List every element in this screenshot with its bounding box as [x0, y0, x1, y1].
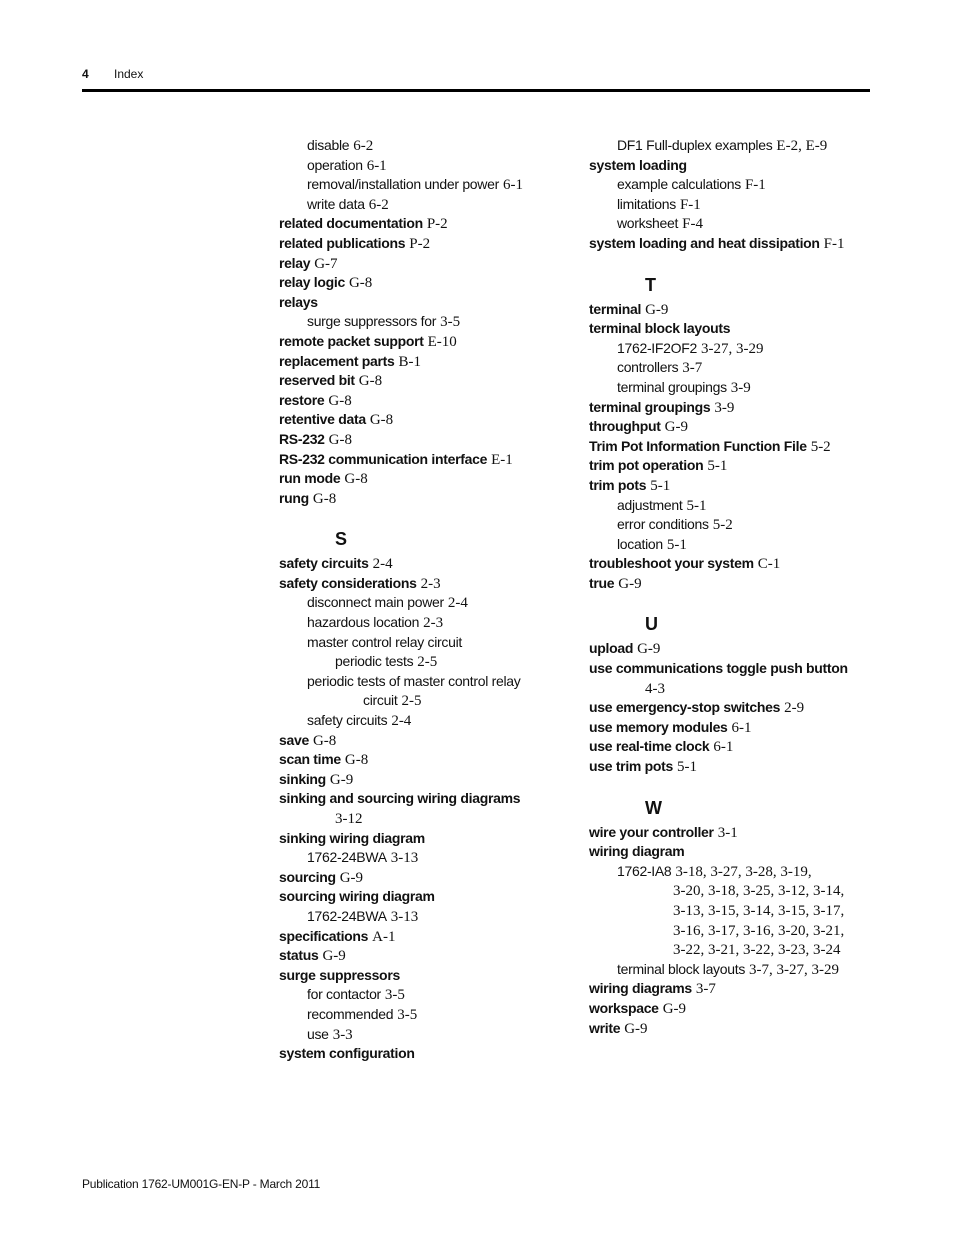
index-term: surge suppressors: [279, 966, 400, 983]
index-subentry: [589, 901, 879, 921]
index-term: error conditions: [617, 516, 709, 533]
index-entry: [589, 999, 879, 1019]
index-term: recommended: [307, 1005, 394, 1022]
index-term: adjustment: [617, 496, 683, 513]
page-reference[interactable]: G-8: [369, 412, 394, 429]
index-entry: [279, 254, 569, 274]
page-reference[interactable]: G-8: [312, 490, 337, 507]
index-term: safety circuits: [307, 712, 388, 729]
index-term: specifications: [279, 927, 369, 944]
page-reference[interactable]: 3-5: [440, 314, 461, 331]
index-term: location: [617, 535, 663, 552]
index-subentry: [279, 633, 569, 653]
index-term: use trim pots: [589, 758, 674, 775]
index-term: use memory modules: [589, 718, 728, 735]
index-entry: [589, 300, 879, 320]
index-term: wiring diagram: [589, 843, 685, 860]
index-term: troubleshoot your system: [589, 555, 754, 572]
page-reference[interactable]: 6-1: [366, 157, 387, 174]
index-subentry: [279, 175, 569, 195]
page-reference[interactable]: G-9: [645, 301, 669, 318]
index-entry: [589, 718, 879, 738]
index-term: 1762-IA8: [617, 862, 672, 879]
index-term: retentive data: [279, 411, 366, 428]
page-reference[interactable]: 6-2: [353, 138, 374, 154]
index-subentry: [589, 940, 879, 960]
index-entry: [279, 273, 569, 293]
index-term: use communications toggle push button: [589, 660, 848, 677]
index-entry: [279, 966, 569, 986]
page-reference[interactable]: 2-9: [784, 700, 805, 717]
index-subentry: [589, 378, 879, 398]
index-subentry: [589, 195, 879, 215]
page-reference[interactable]: 3-5: [384, 987, 405, 1004]
index-subentry: [589, 881, 879, 901]
index-term: true: [589, 574, 615, 591]
index-column-left: [279, 136, 569, 1064]
index-term: relay: [279, 254, 311, 271]
index-entry: [589, 823, 879, 843]
index-subentry: [589, 921, 879, 941]
index-term: periodic tests: [335, 653, 414, 670]
index-entry: [279, 554, 569, 574]
index-term: 1762-24BWA: [307, 849, 387, 866]
index-subentry: [279, 652, 569, 672]
page-reference[interactable]: 2-4: [372, 556, 393, 573]
page-reference[interactable]: E-10: [427, 333, 457, 350]
index-term: disable: [307, 137, 350, 153]
index-entry: [279, 750, 569, 770]
page-reference[interactable]: 3-13: [390, 908, 419, 925]
index-entry: [279, 574, 569, 594]
index-term: RS-232: [279, 430, 325, 447]
index-term: terminal groupings: [617, 378, 727, 395]
page-reference[interactable]: 3-13, 3-15, 3-14, 3-15, 3-17,: [673, 903, 845, 919]
index-entry: [589, 156, 879, 176]
index-term: system configuration: [279, 1045, 415, 1062]
index-term: rung: [279, 489, 309, 506]
index-term: hazardous location: [307, 614, 420, 631]
page-reference[interactable]: G-8: [358, 373, 383, 390]
index-entry: [279, 731, 569, 751]
index-term: disconnect main power: [307, 594, 444, 611]
index-subentry: [279, 809, 569, 829]
index-term: relays: [279, 293, 318, 310]
index-term: terminal: [589, 300, 642, 317]
page-reference[interactable]: 3-12: [335, 811, 363, 827]
page-reference[interactable]: 5-2: [810, 438, 831, 455]
page-reference[interactable]: C-1: [757, 556, 781, 573]
index-term: scan time: [279, 751, 341, 768]
index-entry: [279, 332, 569, 352]
index-subentry: [279, 593, 569, 613]
page-reference[interactable]: G-8: [328, 392, 352, 409]
page-reference[interactable]: F-4: [682, 216, 703, 233]
index-term: replacement parts: [279, 352, 395, 369]
index-subentry: [279, 613, 569, 633]
page-reference[interactable]: 3-7: [695, 981, 716, 998]
index-entry: [589, 554, 879, 574]
index-section-letter: S: [335, 529, 348, 550]
index-term: reserved bit: [279, 372, 355, 389]
index-term: limitations: [617, 195, 676, 212]
index-entry: [279, 1044, 569, 1064]
index-subentry: [589, 515, 879, 535]
index-entry: [279, 469, 569, 489]
index-section-letter: T: [645, 274, 656, 295]
index-entry: [589, 698, 879, 718]
index-term: terminal block layouts: [617, 960, 746, 977]
index-term: upload: [589, 640, 634, 657]
index-subentry: [279, 156, 569, 176]
index-term: trim pots: [589, 476, 647, 493]
page-reference[interactable]: 6-1: [713, 739, 734, 756]
index-entry: [279, 770, 569, 790]
index-term: worksheet: [617, 215, 679, 232]
index-subentry: [279, 985, 569, 1005]
page-reference[interactable]: 2-3: [423, 615, 444, 632]
index-entry: [589, 737, 879, 757]
index-term: safety considerations: [279, 574, 417, 591]
page-reference[interactable]: 5-1: [650, 477, 671, 494]
page-reference[interactable]: G-9: [339, 869, 364, 886]
index-entry: [279, 489, 569, 509]
index-term: write data: [307, 195, 365, 212]
page-reference[interactable]: E-2, E-9: [776, 138, 828, 154]
page-reference[interactable]: 3-9: [730, 379, 751, 396]
index-entry: [279, 829, 569, 849]
index-term: restore: [279, 391, 325, 408]
index-term: terminal block layouts: [589, 320, 731, 337]
index-subentry: [279, 136, 569, 156]
page-reference[interactable]: 3-7: [682, 360, 703, 377]
index-term: use real-time clock: [589, 738, 710, 755]
index-entry: [279, 234, 569, 254]
page-reference[interactable]: G-9: [662, 1000, 687, 1017]
index-entry: [589, 437, 879, 457]
page-reference[interactable]: 3-13: [390, 850, 419, 867]
page-reference[interactable]: 3-7, 3-27, 3-29: [749, 961, 840, 978]
index-entry: [589, 456, 879, 476]
index-subentry: [279, 195, 569, 215]
page-reference[interactable]: G-9: [624, 1020, 648, 1037]
index-term: terminal groupings: [589, 398, 711, 415]
page-reference[interactable]: G-9: [618, 575, 642, 592]
index-term: use emergency-stop switches: [589, 699, 781, 716]
index-term: RS-232 communication interface: [279, 450, 488, 467]
index-entry: [279, 371, 569, 391]
page-reference[interactable]: P-2: [409, 235, 431, 252]
page-reference[interactable]: 6-2: [368, 196, 389, 213]
index-subentry: [589, 358, 879, 378]
index-entry: [589, 417, 879, 437]
index-entry: [279, 391, 569, 411]
page-reference[interactable]: 2-5: [417, 654, 438, 671]
index-section-letter: W: [645, 797, 662, 818]
page-reference[interactable]: F-1: [744, 177, 766, 194]
index-subentry: [279, 1025, 569, 1045]
page-reference[interactable]: 2-3: [420, 575, 441, 592]
index-term: Trim Pot Information Function File: [589, 437, 807, 454]
index-term: sinking: [279, 770, 326, 787]
page-reference[interactable]: 5-2: [712, 517, 733, 534]
page-reference[interactable]: F-1: [823, 235, 845, 252]
index-entry: [279, 868, 569, 888]
index-entry: [589, 398, 879, 418]
index-term: related publications: [279, 234, 406, 251]
index-term: remote packet support: [279, 332, 424, 349]
index-term: relay logic: [279, 274, 345, 291]
page-reference[interactable]: G-8: [344, 752, 369, 769]
index-subentry: [589, 862, 879, 882]
index-subentry: [279, 907, 569, 927]
index-term: sinking wiring diagram: [279, 829, 425, 846]
page-reference[interactable]: A-1: [372, 928, 396, 945]
index-term: safety circuits: [279, 555, 369, 572]
index-subentry: [589, 960, 879, 980]
index-term: trim pot operation: [589, 457, 704, 474]
page-reference[interactable]: 3-9: [714, 399, 735, 416]
index-term: sourcing wiring diagram: [279, 888, 435, 905]
index-term: wire your controller: [589, 823, 714, 840]
index-entry: [589, 842, 879, 862]
page-reference[interactable]: 2-5: [401, 693, 422, 710]
page-reference[interactable]: G-9: [637, 641, 661, 658]
page-reference[interactable]: P-2: [426, 216, 448, 233]
index-subentry: [589, 175, 879, 195]
index-column-right: [589, 136, 879, 1038]
running-header: Index: [114, 67, 144, 81]
index-section-letter: U: [645, 614, 658, 635]
index-entry: [279, 789, 569, 809]
page-reference[interactable]: 5-1: [666, 536, 687, 553]
index-subentry: [279, 672, 569, 692]
index-term: write: [589, 1019, 621, 1036]
index-term: run mode: [279, 470, 341, 487]
index-term: status: [279, 947, 319, 964]
index-term: 1762-IF2OF2: [617, 339, 697, 356]
index-term: workspace: [589, 999, 659, 1016]
index-term: sourcing: [279, 868, 336, 885]
page-reference[interactable]: G-8: [344, 471, 368, 488]
index-entry: [589, 639, 879, 659]
index-term: system loading and heat dissipation: [589, 234, 820, 251]
index-entry: [589, 979, 879, 999]
page-reference[interactable]: G-8: [348, 275, 373, 292]
index-term: periodic tests of master control relay: [307, 672, 521, 689]
index-subentry: [589, 496, 879, 516]
index-term: system loading: [589, 156, 687, 173]
index-entry: [589, 1019, 879, 1039]
index-term: removal/installation under power: [307, 176, 499, 193]
index-term: circuit: [363, 692, 398, 709]
index-entry: [279, 352, 569, 372]
index-term: wiring diagrams: [589, 980, 692, 997]
index-term: operation: [307, 156, 363, 173]
index-subentry: [589, 136, 879, 156]
index-subentry: [589, 535, 879, 555]
index-entry: [589, 476, 879, 496]
index-subentry: [279, 312, 569, 332]
index-term: controllers: [617, 359, 679, 376]
index-subentry: [279, 1005, 569, 1025]
page-reference[interactable]: G-8: [312, 732, 337, 749]
index-term: 1762-24BWA: [307, 907, 387, 924]
index-entry: [279, 293, 569, 313]
index-term: for contactor: [307, 986, 381, 1003]
page-reference[interactable]: G-9: [664, 419, 688, 436]
page-reference[interactable]: 3-3: [332, 1026, 353, 1043]
page-number: 4: [82, 67, 89, 81]
page-reference[interactable]: 5-1: [707, 458, 728, 475]
index-entry: [279, 410, 569, 430]
index-entry: [589, 234, 879, 254]
index-subentry: [279, 711, 569, 731]
page-reference[interactable]: 3-16, 3-17, 3-16, 3-20, 3-21,: [673, 922, 845, 939]
index-term: use: [307, 1025, 329, 1042]
page-reference[interactable]: E-1: [491, 451, 513, 468]
page-reference[interactable]: 5-1: [677, 759, 698, 776]
page-reference[interactable]: 3-27, 3-29: [700, 340, 764, 357]
page-reference[interactable]: 6-1: [502, 177, 523, 194]
index-term: surge suppressors for: [307, 313, 437, 330]
index-subentry: [279, 848, 569, 868]
page-reference[interactable]: 5-1: [686, 497, 707, 514]
page-reference[interactable]: G-7: [314, 255, 338, 272]
index-entry: [279, 946, 569, 966]
index-term: save: [279, 731, 309, 748]
index-term: sinking and sourcing wiring diagrams: [279, 790, 521, 807]
index-term: throughput: [589, 418, 661, 435]
index-entry: [279, 430, 569, 450]
index-entry: [589, 757, 879, 777]
index-entry: [589, 659, 879, 679]
page-reference[interactable]: 2-4: [391, 713, 412, 730]
page-reference[interactable]: 2-4: [447, 595, 468, 612]
page-reference[interactable]: 3-1: [717, 824, 738, 841]
index-subentry: [589, 214, 879, 234]
page-reference[interactable]: 3-22, 3-21, 3-22, 3-23, 3-24: [673, 942, 841, 959]
index-entry: [279, 927, 569, 947]
index-subentry: [279, 691, 569, 711]
index-subentry: [589, 679, 879, 699]
page-reference[interactable]: G-9: [322, 948, 346, 965]
index-entry: [279, 214, 569, 234]
index-entry: [279, 450, 569, 470]
index-entry: [589, 574, 879, 594]
page-reference[interactable]: F-1: [679, 196, 701, 213]
page-reference[interactable]: 3-20, 3-18, 3-25, 3-12, 3-14,: [673, 883, 845, 900]
index-term: related documentation: [279, 215, 423, 232]
page-reference[interactable]: 4-3: [645, 680, 665, 697]
header-rule: [82, 89, 870, 92]
page-reference[interactable]: G-8: [328, 431, 352, 448]
index-entry: [279, 887, 569, 907]
page-reference[interactable]: 3-18, 3-27, 3-28, 3-19,: [675, 863, 812, 880]
page-reference[interactable]: B-1: [398, 353, 422, 370]
index-term: master control relay circuit: [307, 633, 462, 650]
publication-footer: Publication 1762-UM001G-EN-P - March 2011: [82, 1177, 321, 1191]
page-reference[interactable]: 6-1: [731, 719, 752, 736]
page-reference[interactable]: 3-5: [397, 1006, 418, 1023]
page-reference[interactable]: G-9: [329, 771, 354, 788]
index-subentry: [589, 339, 879, 359]
index-term: example calculations: [617, 176, 741, 193]
index-entry: [589, 319, 879, 339]
index-term: DF1 Full-duplex examples: [617, 137, 773, 153]
